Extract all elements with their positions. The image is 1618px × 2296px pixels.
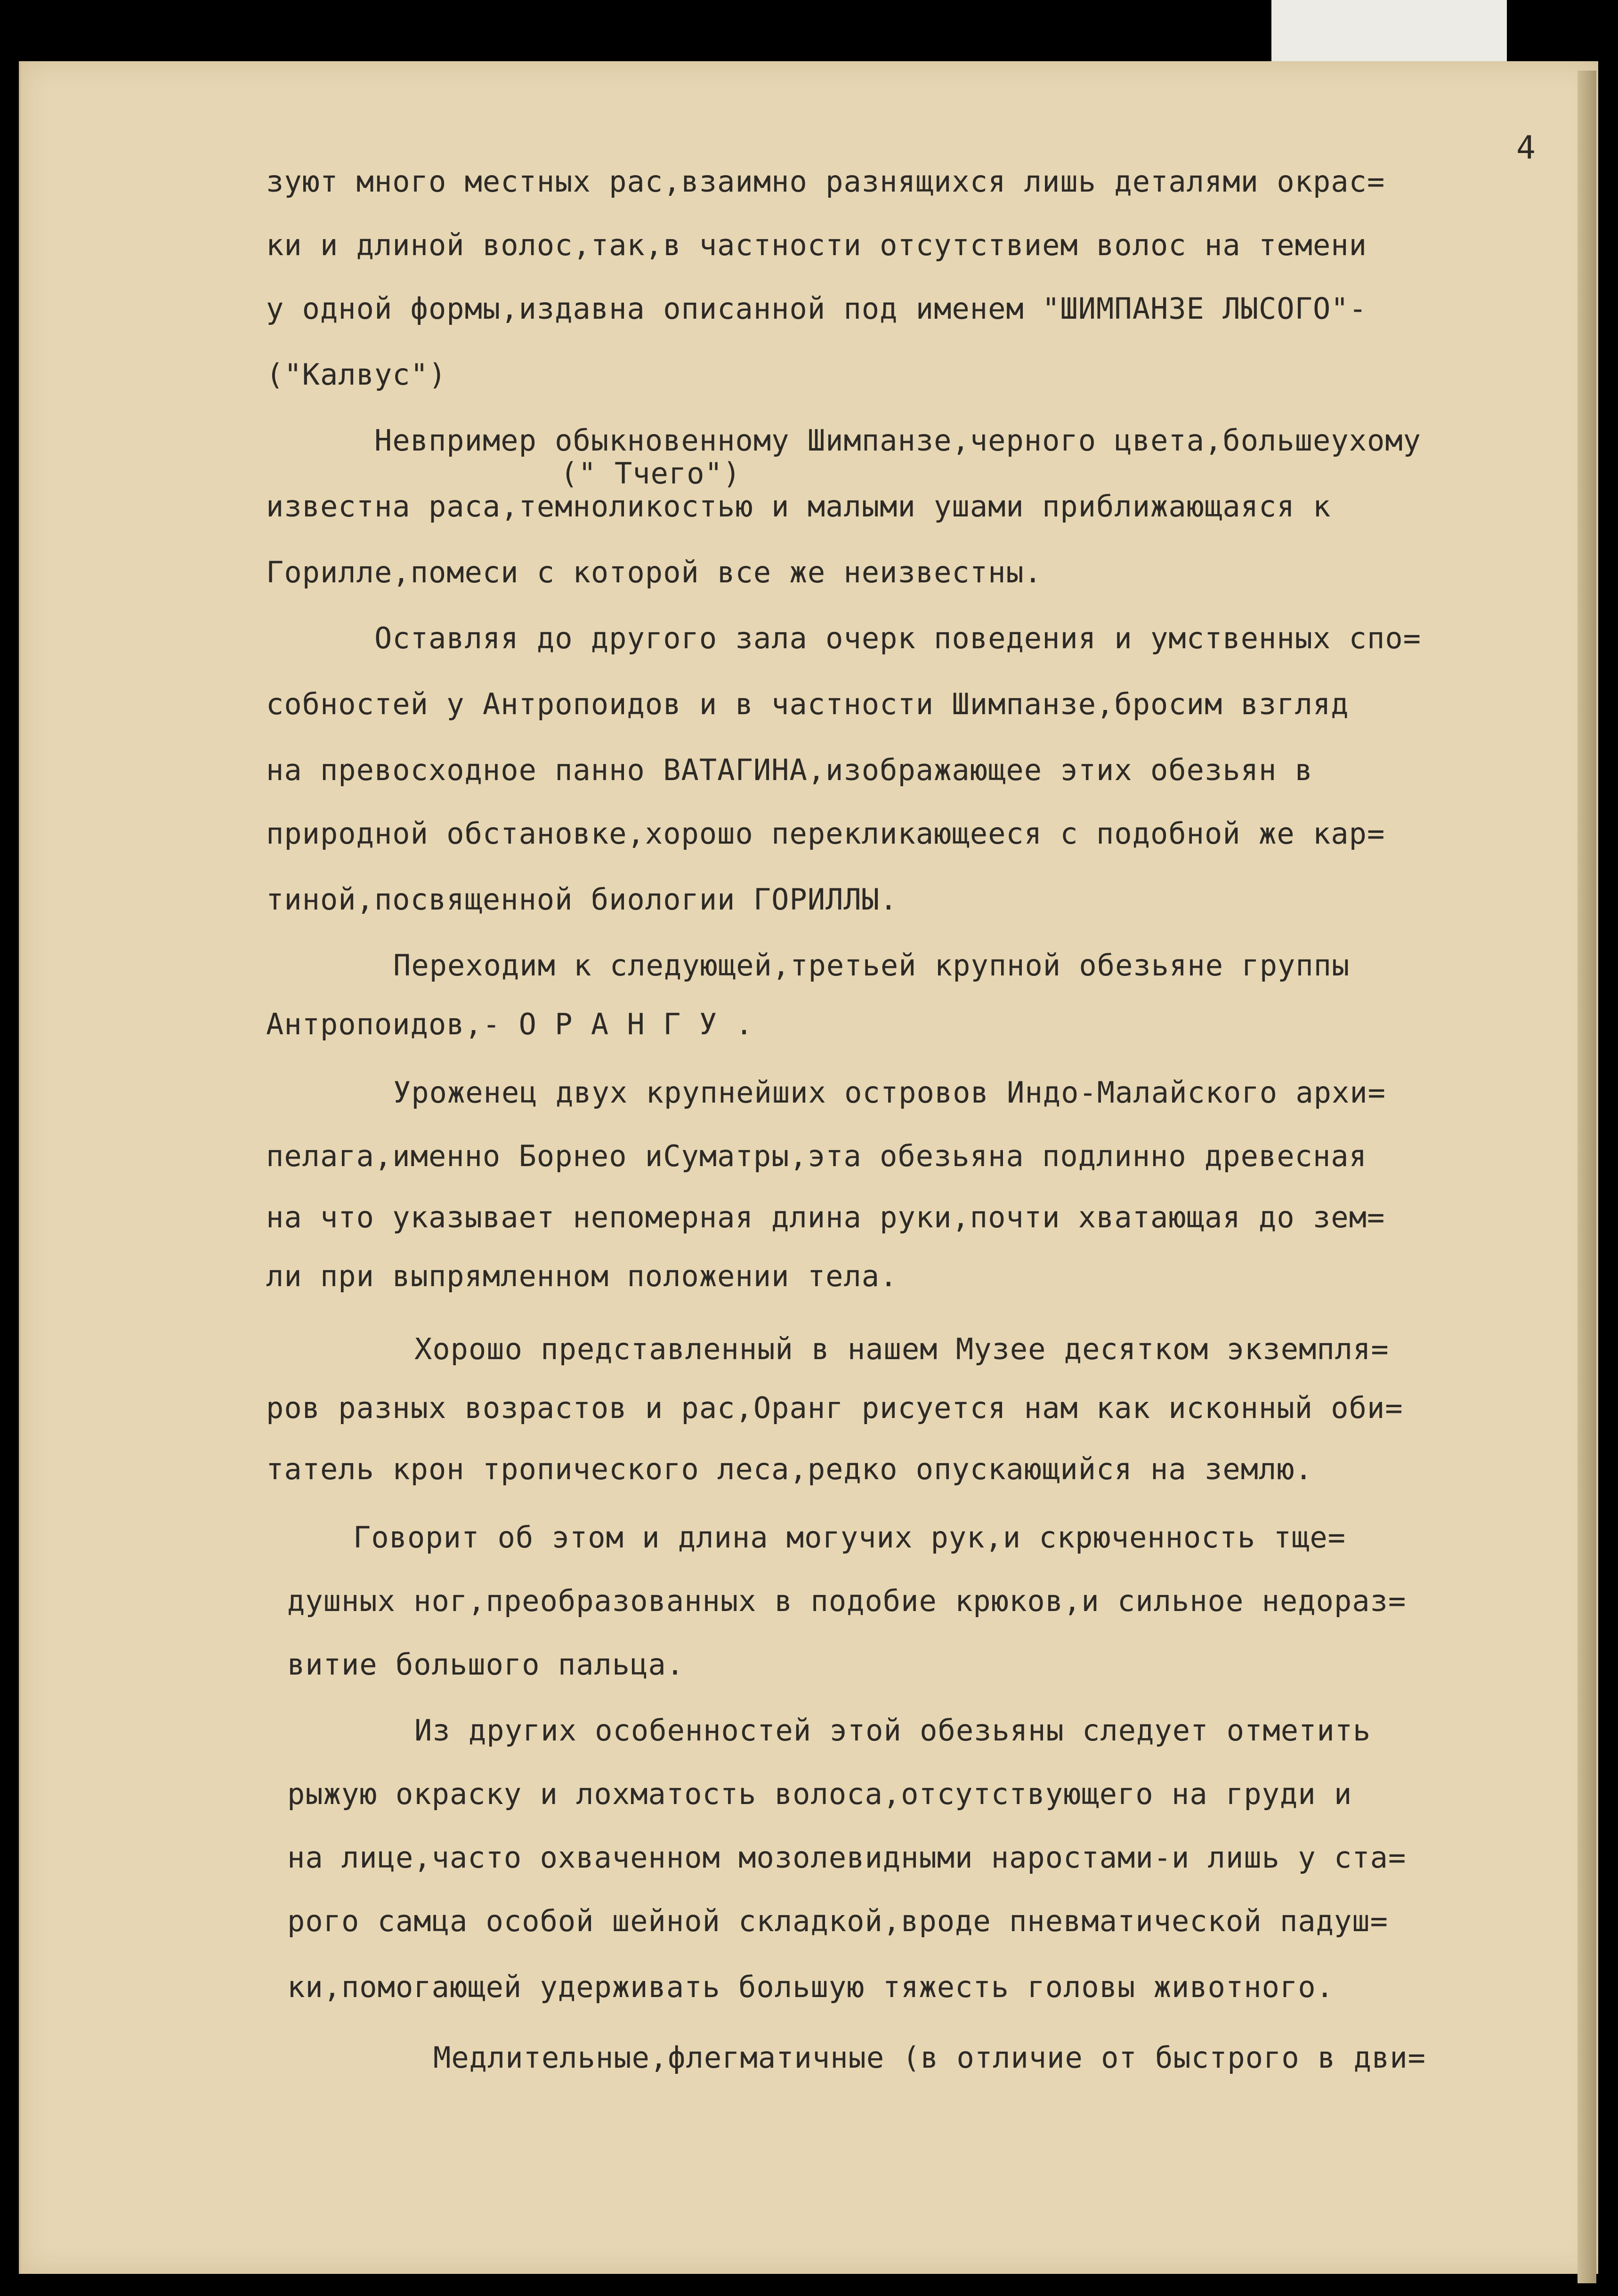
text-line: Горилле,помеси с которой все же неизвестны. [266, 555, 1043, 589]
page-number: 4 [1516, 129, 1536, 167]
text-line: Хорошо представленный в нашем Музее десятком экземпля= [414, 1332, 1389, 1366]
text-line: ("Калвус") [266, 357, 447, 392]
background-sheet [1271, 0, 1507, 71]
text-line: Переходим к следующей,третьей крупной обезьяне группы [393, 948, 1350, 983]
text-line: витие большого пальца. [287, 1647, 685, 1682]
text-line: ки и длиной волос,так,в частности отсутствием волос на темени [266, 228, 1367, 262]
text-line: ров разных возрастов и рас,Оранг рисуется нам как исконный оби= [266, 1391, 1403, 1425]
text-line: ли при выпрямленном положении тела. [266, 1259, 898, 1293]
text-line: (" Тчего") [560, 456, 741, 491]
text-line: на лице,часто охваченном мозолевидными наростами-и лишь у ста= [287, 1840, 1407, 1875]
text-line: на что указывает непомерная длина руки,почти хватающая до зем= [266, 1200, 1385, 1234]
text-line: Из других особенностей этой обезьяны следует отметить [414, 1713, 1371, 1748]
text-line: Невпример обыкновенному Шимпанзе,черного цвета,большеухому [374, 423, 1421, 458]
text-line: у одной формы,издавна описанной под именем "ШИМПАНЗЕ ЛЫСОГО"- [266, 291, 1367, 326]
text-line: ки,помогающей удерживать большую тяжесть головы животного. [287, 1970, 1334, 2004]
page-fold-edge [1578, 71, 1596, 2283]
text-line: пелага,именно Борнео иСуматры,эта обезьяна подлинно древесная [266, 1139, 1367, 1173]
text-line: тиной,посвященной биологии ГОРИЛЛЫ. [266, 882, 898, 917]
text-line: собностей у Антропоидов и в частности Шимпанзе,бросим взгляд [266, 687, 1349, 721]
text-line: на превосходное панно ВАТАГИНА,изображающее этих обезьян в [266, 753, 1313, 787]
text-line: рого самца особой шейной складкой,вроде пневматической падуш= [287, 1904, 1388, 1938]
text-line: рыжую окраску и лохматость волоса,отсутствующего на груди и [287, 1777, 1352, 1811]
text-line: зуют много местных рас,взаимно разнящихся лишь деталями окрас= [266, 164, 1385, 199]
text-line: Оставляя до другого зала очерк поведения и умственных спо= [374, 621, 1421, 655]
text-line: природной обстановке,хорошо перекликающееся с подобной же кар= [266, 816, 1385, 851]
text-line: татель крон тропического леса,редко опускающийся на землю. [266, 1452, 1313, 1486]
text-line: Антропоидов,- О Р А Н Г У . [266, 1007, 753, 1041]
text-line: Медлительные,флегматичные (в отличие от быстрого в дви= [433, 2040, 1426, 2075]
text-line: Уроженец двух крупнейших островов Индо-Малайского архи= [393, 1075, 1386, 1110]
text-line: Говорит об этом и длина могучих рук,и скрюченность тще= [353, 1520, 1346, 1555]
text-line: душных ног,преобразованных в подобие крюков,и сильное недораз= [287, 1584, 1407, 1618]
text-line: известна раса,темноликостью и малыми ушами приближающаяся к [266, 489, 1331, 524]
